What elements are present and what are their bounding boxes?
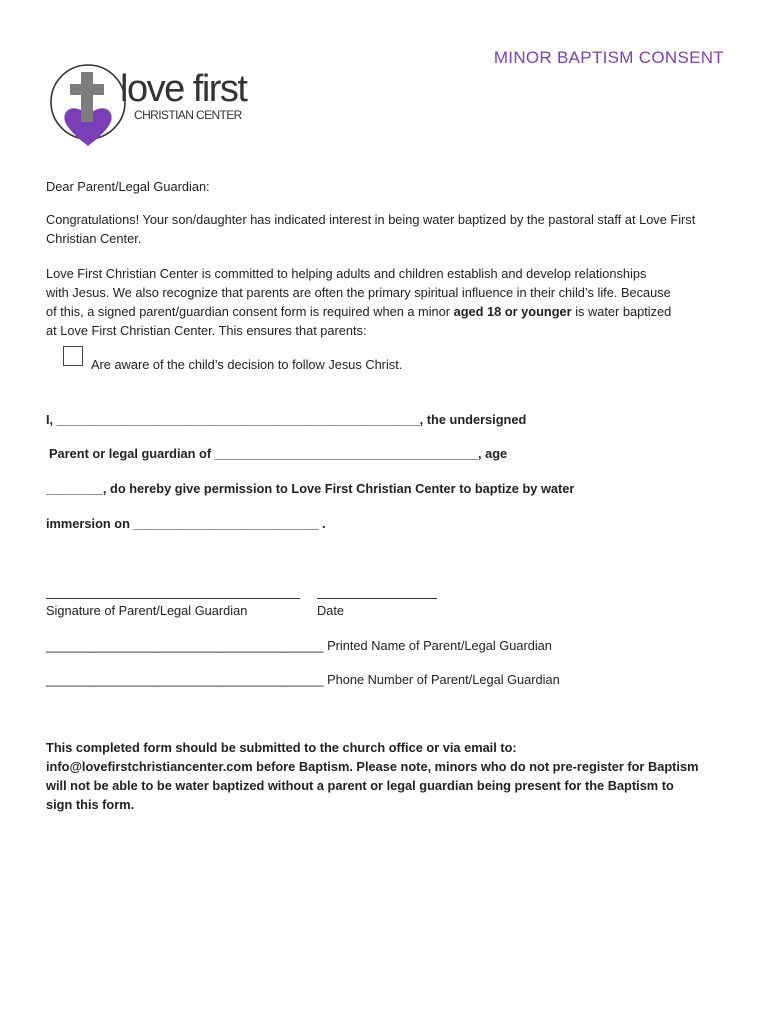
paragraph-text: of this, a signed parent/guardian consent form is required when a minor [46, 304, 454, 319]
paragraph-line: at Love First Christian Center. This ensures that parents: [46, 323, 367, 338]
paragraph-line [46, 302, 746, 321]
submission-instructions [46, 738, 746, 814]
consent-line-name: I, ___________________________________________________, the undersigned [46, 412, 527, 427]
checkbox-label: Are aware of the child’s decision to follow Jesus Christ. [91, 357, 403, 372]
signature-line[interactable] [46, 598, 300, 599]
phone-number-field: _______________________________________ Phone Number of Parent/Legal Guardian [46, 672, 560, 687]
instruction-line: sign this form. [46, 797, 135, 812]
paragraph-line: with Jesus. We also recognize that parents are often the primary spiritual influence in their child’s life. Because [46, 285, 671, 300]
age-emphasis: aged 18 or younger [453, 304, 572, 319]
cross-heart-icon [50, 60, 130, 150]
date-line[interactable] [317, 598, 437, 599]
instruction-line: will not be able to be water baptized without a parent or legal guardian being present for the Baptism to [46, 778, 674, 793]
instruction-line: This completed form should be submitted to the church office or via email to: [46, 740, 517, 755]
paragraph-commitment [46, 264, 746, 340]
form-title: MINOR BAPTISM CONSENT [493, 48, 724, 67]
logo-subtitle: CHRISTIAN CENTER [134, 108, 242, 122]
salutation: Dear Parent/Legal Guardian: [46, 179, 210, 194]
date-label: Date [317, 603, 345, 618]
consent-line-permission: ________, do hereby give permission to Love First Christian Center to baptize by water [46, 481, 575, 496]
logo [50, 60, 260, 150]
printed-name-field: _______________________________________ Printed Name of Parent/Legal Guardian [46, 638, 552, 653]
logo-wordmark: love first [120, 68, 247, 110]
signature-label: Signature of Parent/Legal Guardian [46, 603, 248, 618]
consent-line-guardian: Parent or legal guardian of _____________________________________, age [49, 446, 508, 461]
paragraph-text: is water baptized [571, 304, 672, 319]
paragraph-line: Love First Christian Center is committed to helping adults and children establish and develop relationships [46, 266, 647, 281]
decision-checkbox[interactable] [63, 346, 83, 366]
consent-line-immersion: immersion on __________________________ . [46, 516, 326, 531]
instruction-line: info@lovefirstchristiancenter.com before Baptism. Please note, minors who do not pre-register for Baptism [46, 759, 699, 774]
paragraph-congratulations: Congratulations! Your son/daughter has indicated interest in being water baptized by the pastoral staff at Love First Christian Center. [46, 212, 696, 246]
